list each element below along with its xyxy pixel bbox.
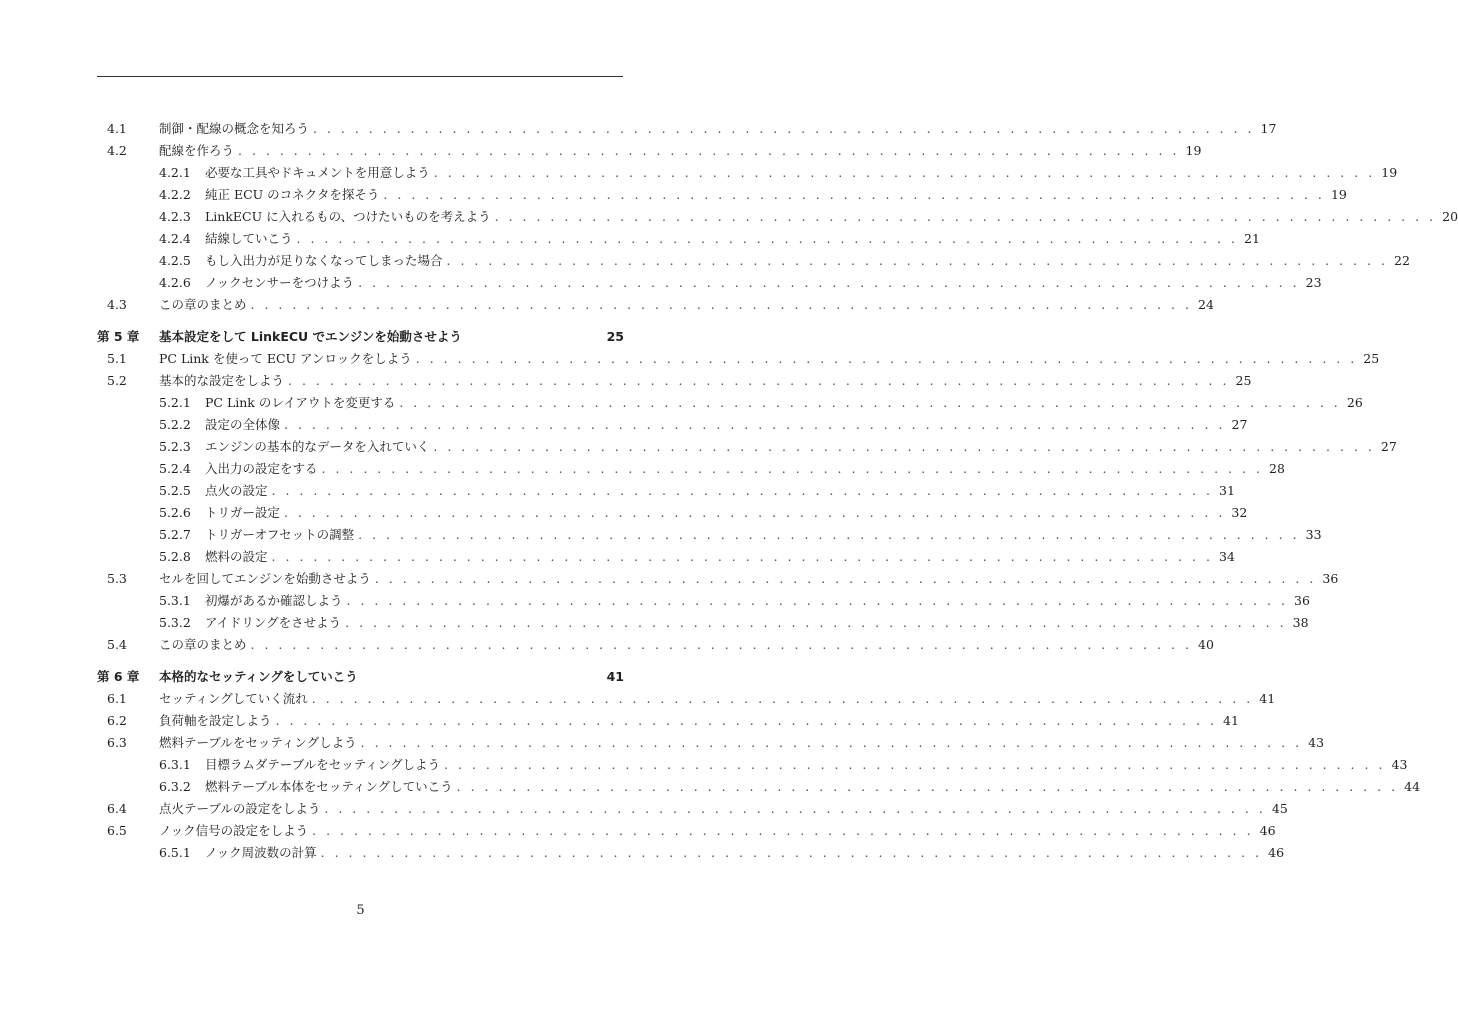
- entry-number: 6.2: [107, 713, 127, 728]
- toc-subsection-entry[interactable]: [97, 458, 1285, 480]
- entry-title: 結線していこう: [205, 228, 297, 250]
- toc-subsection-entry[interactable]: [97, 612, 1309, 634]
- entry-number: 5.2: [107, 373, 127, 388]
- entry-page: 19: [1185, 143, 1202, 158]
- dot-leader: . . . . . . . . . . . . . . . . . . . . . . . . . . . . . . . . . . . . . . . . . . . . . . . . . . . . . . . . . . . . . . . . . . . .: [346, 593, 1288, 608]
- entry-title: アイドリングをさせよう: [205, 612, 345, 634]
- entry-title: PC Link を使って ECU アンロックをしよう: [159, 348, 416, 370]
- entry-number: 6.3.1: [159, 757, 191, 772]
- entry-title-line: [205, 546, 1235, 568]
- toc-section-entry[interactable]: [97, 820, 1276, 842]
- entry-number: 4.3: [107, 297, 127, 312]
- entry-title: もし入出力が足りなくなってしまった場合: [205, 250, 447, 272]
- dot-leader: . . . . . . . . . . . . . . . . . . . . . . . . . . . . . . . . . . . . . . . . . . . . . . . . . . . . . . . . . . . . . . . . . . . .: [383, 187, 1325, 202]
- entry-page: 43: [1308, 735, 1325, 750]
- entry-page: 40: [1198, 637, 1214, 652]
- dot-leader: . . . . . . . . . . . . . . . . . . . . . . . . . . . . . . . . . . . . . . . . . . . . . . . . . . . . . . . . . . . . . . . . . . . .: [433, 165, 1376, 180]
- toc-subsection-entry[interactable]: [97, 392, 1363, 414]
- entry-title-line: [205, 228, 1260, 250]
- entry-title: ノック周波数の計算: [205, 842, 321, 864]
- dot-leader: . . . . . . . . . . . . . . . . . . . . . . . . . . . . . . . . . . . . . . . . . . . . . . . . . . . . . . . . . . . . . . . . . . . .: [320, 845, 1263, 860]
- entry-title: 配線を作ろう: [159, 140, 238, 162]
- entry-number: 5.2.8: [159, 549, 191, 564]
- entry-title-line: [205, 612, 1309, 634]
- toc-subsection-entry[interactable]: [97, 776, 1421, 798]
- entry-title: 初爆があるか確認しよう: [205, 590, 347, 612]
- dot-leader: . . . . . . . . . . . . . . . . . . . . . . . . . . . . . . . . . . . . . . . . . . . . . . . . . . . . . . . . . . . . . . . . . . . .: [250, 637, 1192, 652]
- dot-leader: . . . . . . . . . . . . . . . . . . . . . . . . . . . . . . . . . . . . . . . . . . . . . . . . . . . . . . . . . . . . . . . . . . . .: [433, 439, 1375, 454]
- entry-title: LinkECU に入れるもの、つけたいものを考えよう: [205, 206, 495, 228]
- dot-leader: . . . . . . . . . . . . . . . . . . . . . . . . . . . . . . . . . . . . . . . . . . . . . . . . . . . . . . . . . . . . . . . . . . . .: [271, 483, 1213, 498]
- entry-title: 燃料テーブル本体をセッティングしていこう: [205, 776, 457, 798]
- entry-page: 41: [1223, 713, 1239, 728]
- toc-section-entry[interactable]: [97, 798, 1288, 820]
- dot-leader: . . . . . . . . . . . . . . . . . . . . . . . . . . . . . . . . . . . . . . . . . . . . . . . . . . . . . . . . . . . . . . . . . . . .: [358, 275, 1300, 290]
- entry-number: 6.5.1: [159, 845, 191, 860]
- toc-subsection-entry[interactable]: [97, 162, 1398, 184]
- toc-section-entry[interactable]: [97, 732, 1325, 754]
- dot-leader: . . . . . . . . . . . . . . . . . . . . . . . . . . . . . . . . . . . . . . . . . . . . . . . . . . . . . . . . . . . . . . . . . . . .: [358, 527, 1300, 542]
- entry-number: 6.4: [107, 801, 127, 816]
- entry-page: 25: [1363, 351, 1380, 366]
- entry-number: 6.1: [107, 691, 127, 706]
- page-number: 5: [356, 903, 365, 918]
- entry-title-line: [205, 776, 1421, 798]
- toc-section-entry[interactable]: [97, 634, 1214, 656]
- entry-number: 5.3.1: [159, 593, 191, 608]
- dot-leader: . . . . . . . . . . . . . . . . . . . . . . . . . . . . . . . . . . . . . . . . . . . . . . . . . . . . . . . . . . . . . . . . . . . .: [271, 549, 1213, 564]
- entry-title-line: [159, 798, 1288, 820]
- toc-subsection-entry[interactable]: [97, 524, 1322, 546]
- entry-page: 33: [1305, 527, 1322, 542]
- toc-section-entry[interactable]: [97, 370, 1252, 392]
- entry-number: 4.2.4: [159, 231, 191, 246]
- entry-title: エンジンの基本的なデータを入れていく: [205, 436, 433, 458]
- entry-page: 20: [1442, 209, 1458, 224]
- entry-title: 入出力の設定をする: [205, 458, 322, 480]
- entry-page: 26: [1346, 395, 1363, 410]
- entry-number: 5.2.3: [159, 439, 191, 454]
- entry-title-line: [159, 348, 1380, 370]
- entry-title: PC Link のレイアウトを変更する: [205, 392, 399, 414]
- entry-number: 5.3.2: [159, 615, 191, 630]
- entry-title: 設定の全体像: [205, 414, 284, 436]
- dot-leader: . . . . . . . . . . . . . . . . . . . . . . . . . . . . . . . . . . . . . . . . . . . . . . . . . . . . . . . . . . . . . . . . . . . .: [284, 417, 1226, 432]
- toc-subsection-entry[interactable]: [97, 546, 1235, 568]
- entry-number: 4.2.6: [159, 275, 191, 290]
- entry-page: 22: [1394, 253, 1410, 268]
- entry-title: 必要な工具やドキュメントを用意しよう: [205, 162, 434, 184]
- entry-title: 基本的な設定をしよう: [159, 370, 288, 392]
- toc-subsection-entry[interactable]: [97, 590, 1310, 612]
- entry-title-line: [159, 820, 1276, 842]
- entry-number: 4.1: [107, 121, 127, 136]
- entry-title-line: [205, 458, 1285, 480]
- dot-leader: . . . . . . . . . . . . . . . . . . . . . . . . . . . . . . . . . . . . . . . . . . . . . . . . . . . . . . . . . . . . . . . . . . . .: [250, 297, 1192, 312]
- dot-leader: . . . . . . . . . . . . . . . . . . . . . . . . . . . . . . . . . . . . . . . . . . . . . . . . . . . . . . . . . . . . . . . . . . . .: [446, 253, 1388, 268]
- entry-page: 41: [1259, 691, 1276, 706]
- entry-title: 燃料テーブルをセッティングしよう: [159, 732, 361, 754]
- dot-leader: . . . . . . . . . . . . . . . . . . . . . . . . . . . . . . . . . . . . . . . . . . . . . . . . . . . . . . . . . . . . . . . . . . . .: [415, 351, 1358, 366]
- dot-leader: . . . . . . . . . . . . . . . . . . . . . . . . . . . . . . . . . . . . . . . . . . . . . . . . . . . . . . . . . . . . . . . . . . . .: [313, 121, 1255, 136]
- entry-page: 19: [1330, 187, 1347, 202]
- entry-title: 燃料の設定: [205, 546, 272, 568]
- toc-section-entry[interactable]: [97, 140, 1202, 162]
- entry-title: 本格的なセッティングをしていこう: [159, 666, 362, 688]
- entry-page: 31: [1219, 483, 1235, 498]
- entry-page: 27: [1231, 417, 1248, 432]
- entry-title-line: [159, 326, 624, 348]
- entry-page: 46: [1268, 845, 1285, 860]
- entry-title-line: [205, 206, 1458, 228]
- dot-leader: . . . . . . . . . . . . . . . . . . . . . . . . . . . . . . . . . . . . . . . . . . . . . . . . . . . . . . . . . . . . . . . . . . . .: [283, 505, 1226, 520]
- entry-number: 5.2.4: [159, 461, 191, 476]
- entry-title: 目標ラムダテーブルをセッティングしよう: [205, 754, 444, 776]
- dot-leader: . . . . . . . . . . . . . . . . . . . . . . . . . . . . . . . . . . . . . . . . . . . . . . . . . . . . . . . . . . . . . . . . . . . .: [444, 757, 1386, 772]
- entry-title: セルを回してエンジンを始動させよう: [159, 568, 375, 590]
- entry-title: セッティングしていく流れ: [159, 688, 312, 710]
- entry-title: 点火の設定: [205, 480, 272, 502]
- entry-title: 純正 ECU のコネクタを探そう: [205, 184, 383, 206]
- toc-subsection-entry[interactable]: [97, 502, 1248, 524]
- entry-title-line: [205, 590, 1310, 612]
- dot-leader: . . . . . . . . . . . . . . . . . . . . . . . . . . . . . . . . . . . . . . . . . . . . . . . . . . . . . . . . . . . . . . . . . . . .: [311, 691, 1254, 706]
- entry-number: 5.1: [107, 351, 127, 366]
- entry-title: 負荷軸を設定しよう: [159, 710, 276, 732]
- entry-title-line: [159, 370, 1252, 392]
- entry-number: 5.4: [107, 637, 127, 652]
- dot-leader: . . . . . . . . . . . . . . . . . . . . . . . . . . . . . . . . . . . . . . . . . . . . . . . . . . . . . . . . . . . . . . . . . . . .: [374, 571, 1317, 586]
- entry-title: この章のまとめ: [159, 294, 251, 316]
- entry-page: 28: [1269, 461, 1285, 476]
- entry-title-line: [205, 414, 1248, 436]
- entry-number: 第 5 章: [97, 329, 140, 344]
- entry-page: 46: [1259, 823, 1276, 838]
- toc-subsection-entry[interactable]: [97, 228, 1260, 250]
- dot-leader: . . . . . . . . . . . . . . . . . . . . . . . . . . . . . . . . . . . . . . . . . . . . . . . . . . . . . . . . . . . . . . . . . . . .: [399, 395, 1341, 410]
- entry-title-line: [205, 842, 1285, 864]
- entry-title-line: [159, 666, 624, 688]
- entry-title-line: [159, 688, 1276, 710]
- entry-title-line: [205, 250, 1410, 272]
- entry-page: 17: [1260, 121, 1277, 136]
- entry-title: 点火テーブルの設定をしよう: [159, 798, 324, 820]
- dot-leader: . . . . . . . . . . . . . . . . . . . . . . . . . . . . . . . . . . . . . . . . . . . . . . . . . . . . . . . . . . . . . . . . . . . .: [275, 713, 1217, 728]
- dot-leader: . . . . . . . . . . . . . . . . . . . . . . . . . . . . . . . . . . . . . . . . . . . . . . . . . . . . . . . . . . . . . . . . . . . .: [288, 373, 1230, 388]
- entry-number: 6.5: [107, 823, 127, 838]
- entry-title-line: [159, 568, 1339, 590]
- entry-page: 38: [1292, 615, 1309, 630]
- table-of-contents: [97, 118, 1458, 864]
- dot-leader: . . . . . . . . . . . . . . . . . . . . . . . . . . . . . . . . . . . . . . . . . . . . . . . . . . . . . . . . . . . . . . . . . . . .: [494, 209, 1437, 224]
- entry-number: 6.3.2: [159, 779, 191, 794]
- dot-leader: . . . . . . . . . . . . . . . . . . . . . . . . . . . . . . . . . . . . . . . . . . . . . . . . . . . . . . . . . . . . . . . . . . . .: [296, 231, 1238, 246]
- entry-page: 43: [1391, 757, 1408, 772]
- entry-title-line: [205, 502, 1248, 524]
- entry-title-line: [159, 294, 1214, 316]
- entry-title-line: [205, 272, 1322, 294]
- dot-leader: . . . . . . . . . . . . . . . . . . . . . . . . . . . . . . . . . . . . . . . . . . . . . . . . . . . . . . . . . . . . . . . . . . . .: [345, 615, 1287, 630]
- entry-title-line: [205, 162, 1398, 184]
- entry-number: 4.2.2: [159, 187, 191, 202]
- entry-title: ノックセンサーをつけよう: [205, 272, 358, 294]
- entry-page: 27: [1380, 439, 1397, 454]
- entry-number: 6.3: [107, 735, 127, 750]
- entry-title-line: [205, 480, 1235, 502]
- entry-title-line: [205, 754, 1408, 776]
- entry-number: 5.2.6: [159, 505, 191, 520]
- entry-page: 32: [1231, 505, 1248, 520]
- toc-subsection-entry[interactable]: [97, 414, 1248, 436]
- entry-page: 45: [1271, 801, 1288, 816]
- dot-leader: . . . . . . . . . . . . . . . . . . . . . . . . . . . . . . . . . . . . . . . . . . . . . . . . . . . . . . . . . . . . . . . . . . . .: [360, 735, 1303, 750]
- entry-page: 36: [1322, 571, 1339, 586]
- entry-title-line: [159, 710, 1239, 732]
- entry-title-line: [205, 524, 1322, 546]
- entry-number: 5.2.5: [159, 483, 191, 498]
- entry-page: 25: [1235, 373, 1252, 388]
- header-rule: [97, 76, 623, 77]
- entry-page: 34: [1219, 549, 1235, 564]
- entry-page: 25: [606, 329, 624, 344]
- entry-page: 19: [1381, 165, 1398, 180]
- dot-leader: . . . . . . . . . . . . . . . . . . . . . . . . . . . . . . . . . . . . . . . . . . . . . . . . . . . . . . . . . . . . . . . . . . . .: [238, 143, 1180, 158]
- dot-leader: . . . . . . . . . . . . . . . . . . . . . . . . . . . . . . . . . . . . . . . . . . . . . . . . . . . . . . . . . . . . . . . . . . . .: [324, 801, 1266, 816]
- toc-chapter-entry[interactable]: [97, 326, 624, 348]
- toc-section-entry[interactable]: [97, 294, 1214, 316]
- entry-title-line: [159, 634, 1214, 656]
- entry-title-line: [159, 118, 1277, 140]
- toc-subsection-entry[interactable]: [97, 480, 1235, 502]
- entry-title-line: [205, 392, 1363, 414]
- entry-page: 23: [1305, 275, 1322, 290]
- toc-subsection-entry[interactable]: [97, 184, 1347, 206]
- entry-page: 21: [1244, 231, 1260, 246]
- dot-leader: . . . . . . . . . . . . . . . . . . . . . . . . . . . . . . . . . . . . . . . . . . . . . . . . . . . . . . . . . . . . . . . . . . . .: [312, 823, 1254, 838]
- toc-subsection-entry[interactable]: [97, 206, 1458, 228]
- dot-leader: . . . . . . . . . . . . . . . . . . . . . . . . . . . . . . . . . . . . . . . . . . . . . . . . . . . . . . . . . . . . . . . . . . . .: [456, 779, 1399, 794]
- entry-number: 4.2: [107, 143, 127, 158]
- entry-number: 5.2.2: [159, 417, 191, 432]
- entry-title: 制御・配線の概念を知ろう: [159, 118, 313, 140]
- entry-title-line: [159, 732, 1325, 754]
- entry-title: ノック信号の設定をしよう: [159, 820, 312, 842]
- entry-number: 5.3: [107, 571, 127, 586]
- toc-section-entry[interactable]: [97, 348, 1380, 370]
- entry-title: トリガー設定: [205, 502, 284, 524]
- entry-number: 4.2.3: [159, 209, 191, 224]
- entry-number: 5.2.7: [159, 527, 191, 542]
- entry-title: 基本設定をして LinkECU でエンジンを始動させよう: [159, 326, 466, 348]
- entry-title-line: [205, 436, 1397, 458]
- entry-page: 44: [1404, 779, 1421, 794]
- entry-title: この章のまとめ: [159, 634, 251, 656]
- entry-page: 24: [1198, 297, 1214, 312]
- entry-page: 36: [1294, 593, 1310, 608]
- dot-leader: . . . . . . . . . . . . . . . . . . . . . . . . . . . . . . . . . . . . . . . . . . . . . . . . . . . . . . . . . . . . . . . . . . . .: [321, 461, 1263, 476]
- toc-section-entry[interactable]: [97, 710, 1239, 732]
- toc-subsection-entry[interactable]: [97, 250, 1410, 272]
- entry-number: 4.2.1: [159, 165, 191, 180]
- entry-number: 5.2.1: [159, 395, 191, 410]
- toc-section-entry[interactable]: [97, 568, 1339, 590]
- toc-subsection-entry[interactable]: [97, 436, 1397, 458]
- toc-section-entry[interactable]: [97, 688, 1276, 710]
- entry-number: 4.2.5: [159, 253, 191, 268]
- entry-title-line: [159, 140, 1202, 162]
- toc-subsection-entry[interactable]: [97, 272, 1322, 294]
- entry-title-line: [205, 184, 1347, 206]
- toc-section-entry[interactable]: [97, 118, 1277, 140]
- toc-chapter-entry[interactable]: [97, 666, 624, 688]
- entry-number: 第 6 章: [97, 669, 140, 684]
- entry-title: トリガーオフセットの調整: [205, 524, 358, 546]
- toc-subsection-entry[interactable]: [97, 842, 1285, 864]
- toc-subsection-entry[interactable]: [97, 754, 1408, 776]
- entry-page: 41: [606, 669, 624, 684]
